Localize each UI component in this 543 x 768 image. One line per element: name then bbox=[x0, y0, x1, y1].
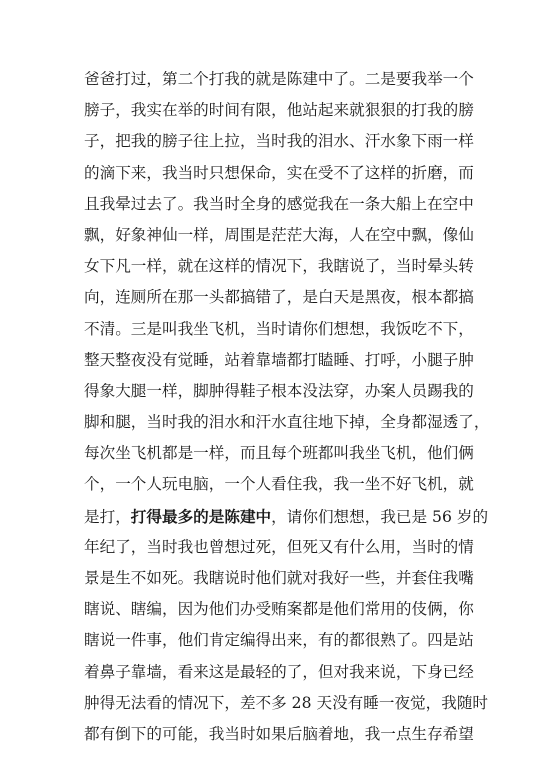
emphasized-text: 打得最多的是陈建中 bbox=[130, 506, 272, 526]
text-line-20: 着鼻子靠墙，看来这是最轻的了，但对我来说，下身已经 bbox=[84, 662, 474, 681]
text-line-17: 景是生不如死。我瞎说时他们就对我好一些，并套住我嘴 bbox=[84, 569, 474, 587]
text-line-19: 瞎说一件事，他们肯定编得出来，有的都很熟了。四是站 bbox=[84, 631, 474, 650]
text-line-6: 飘，好象神仙一样，周围是茫茫大海，人在空中飘，像仙 bbox=[84, 225, 474, 244]
text-line-3: 子，把我的膀子往上拉，当时我的泪水、汗水象下雨一样 bbox=[84, 132, 474, 151]
text-line-9: 不清。三是叫我坐飞机，当时请你们想想，我饭吃不下， bbox=[84, 319, 474, 338]
text-line-12: 脚和腿，当时我的泪水和汗水直往地下掉，全身都湿透了， bbox=[84, 413, 490, 432]
text-line-1: 爸爸打过，第二个打我的就是陈建中了。二是要我举一个 bbox=[84, 70, 474, 88]
text-line-22: 都有倒下的可能，我当时如果后脑着地，我一点生存希望 bbox=[84, 724, 474, 743]
text-line-13: 每次坐飞机都是一样，而且每个班都叫我坐飞机，他们俩 bbox=[84, 444, 474, 463]
body-text bbox=[84, 64, 490, 750]
text-line-15 bbox=[84, 501, 489, 532]
text-line-5: 且我晕过去了。我当时全身的感觉我在一条大船上在空中 bbox=[84, 194, 474, 213]
text-line-10: 整天整夜没有觉睡，站着靠墙都打瞌睡、打呼，小腿子肿 bbox=[84, 350, 474, 369]
text-line-15-pre: 是打， bbox=[84, 507, 131, 526]
text-line-4: 的滴下来，我当时只想保命，实在受不了这样的折磨，而 bbox=[84, 163, 474, 182]
text-line-18: 瞎说、瞎编，因为他们办受贿案都是他们常用的伎俩，你 bbox=[84, 600, 474, 619]
text-line-15-post: ，请你们想想，我已是 56 岁的 bbox=[271, 507, 489, 526]
text-line-16: 年纪了，当时我也曾想过死，但死又有什么用，当时的情 bbox=[84, 537, 474, 556]
text-line-21: 肿得无法看的情况下，差不多 28 天没有睡一夜觉，我随时 bbox=[84, 693, 489, 712]
text-line-8: 向，连厕所在那一头都搞错了，是白天是黑夜，根本都搞 bbox=[84, 288, 474, 307]
text-line-2: 膀子，我实在举的时间有限，他站起来就狠狠的打我的膀 bbox=[84, 101, 474, 120]
text-line-7: 女下凡一样，就在这样的情况下，我瞎说了，当时晕头转 bbox=[84, 257, 474, 276]
text-line-14: 个，一个人玩电脑，一个人看住我，我一坐不好飞机，就 bbox=[84, 475, 474, 494]
text-line-11: 得象大腿一样，脚肿得鞋子根本没法穿，办案人员踢我的 bbox=[84, 381, 474, 400]
